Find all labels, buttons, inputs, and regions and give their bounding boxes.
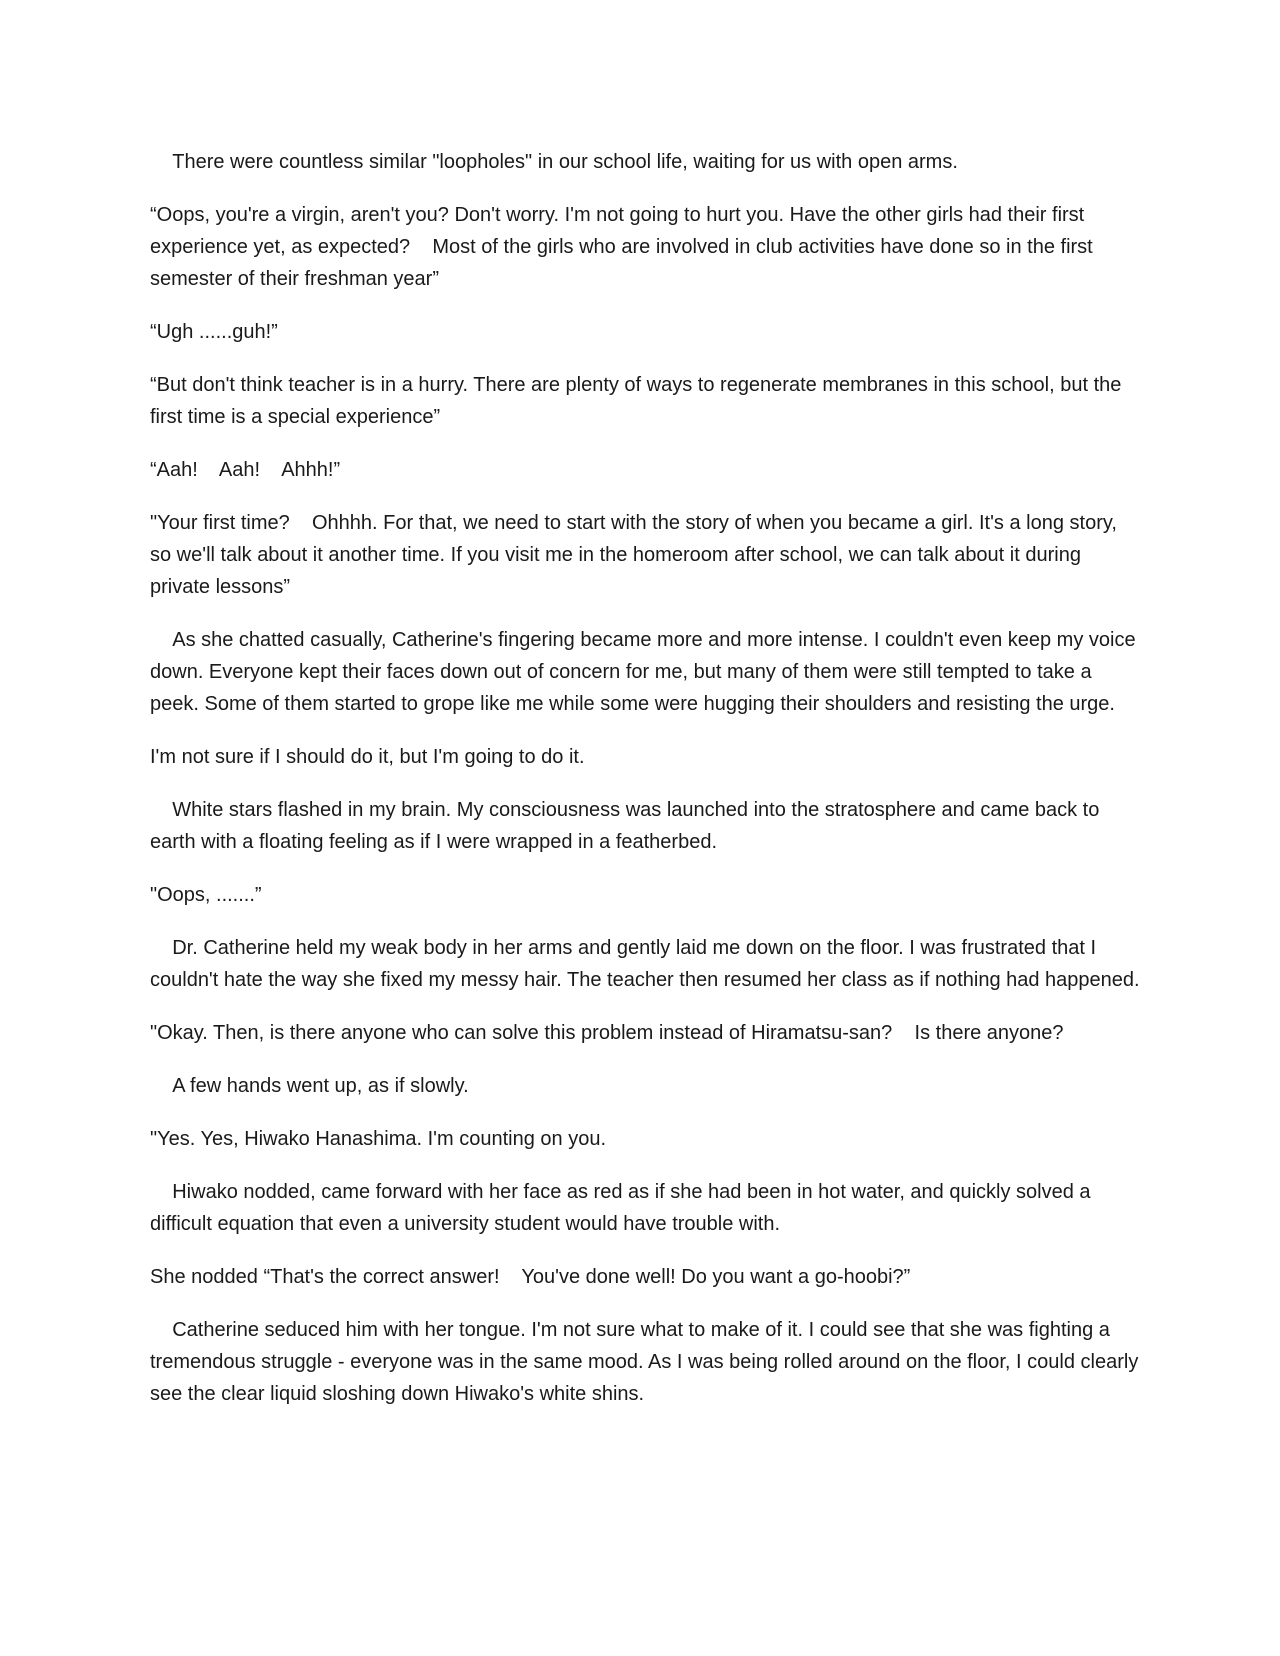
paragraph-12: "Okay. Then, is there anyone who can solve this problem instead of Hiramatsu-san? Is there anyone?	[150, 1022, 1064, 1044]
paragraph-6: "Your first time? Ohhhh. For that, we need to start with the story of when you became a girl. It's a long story, so we'll talk about it another time. If you visit me in the homeroom after school, we can talk about it during private lessons”	[150, 512, 1123, 598]
paragraph-8: I'm not sure if I should do it, but I'm going to do it.	[150, 746, 585, 768]
paragraph-11: Dr. Catherine held my weak body in her arms and gently laid me down on the floor. I was frustrated that I couldn't hate the way she fixed my messy hair. The teacher then resumed her class as if nothing had happened.	[150, 937, 1140, 991]
paragraph-16: She nodded “That's the correct answer! You've done well! Do you want a go-hoobi?”	[150, 1266, 911, 1288]
paragraph-4: “But don't think teacher is in a hurry. There are plenty of ways to regenerate membranes in this school, but the first time is a special experience”	[150, 374, 1127, 428]
paragraph-17: Catherine seduced him with her tongue. I'm not sure what to make of it. I could see that she was fighting a tremendous struggle - everyone was in the same mood. As I was being rolled around on the floor, I could clearly see the clear liquid sloshing down Hiwako's white shins.	[150, 1319, 1144, 1405]
paragraph-10: "Oops, .......”	[150, 884, 262, 906]
paragraph-9: White stars flashed in my brain. My consciousness was launched into the stratosphere and came back to earth with a floating feeling as if I were wrapped in a featherbed.	[150, 799, 1105, 853]
paragraph-14: "Yes. Yes, Hiwako Hanashima. I'm counting on you.	[150, 1128, 606, 1150]
paragraph-3: “Ugh ......guh!”	[150, 321, 278, 343]
paragraph-1: There were countless similar "loopholes" in our school life, waiting for us with open arms.	[150, 151, 958, 173]
paragraph-15: Hiwako nodded, came forward with her face as red as if she had been in hot water, and quickly solved a difficult equation that even a university student would have trouble with.	[150, 1181, 1097, 1235]
paragraph-7: As she chatted casually, Catherine's fingering became more and more intense. I couldn't even keep my voice down. Everyone kept their faces down out of concern for me, but many of them were still tempted to take a peek. Some of them started to grope like me while some were hugging their shoulders and resisting the urge.	[150, 629, 1142, 715]
paragraph-13: A few hands went up, as if slowly.	[150, 1075, 469, 1097]
paragraph-5: “Aah! Aah! Ahhh!”	[150, 459, 341, 481]
paragraph-2: “Oops, you're a virgin, aren't you? Don't worry. I'm not going to hurt you. Have the other girls had their first experience yet, as expected? Most of the girls who are involved in club activities have done so in the first semester of their freshman year”	[150, 204, 1099, 290]
body-text	[150, 146, 1144, 1431]
